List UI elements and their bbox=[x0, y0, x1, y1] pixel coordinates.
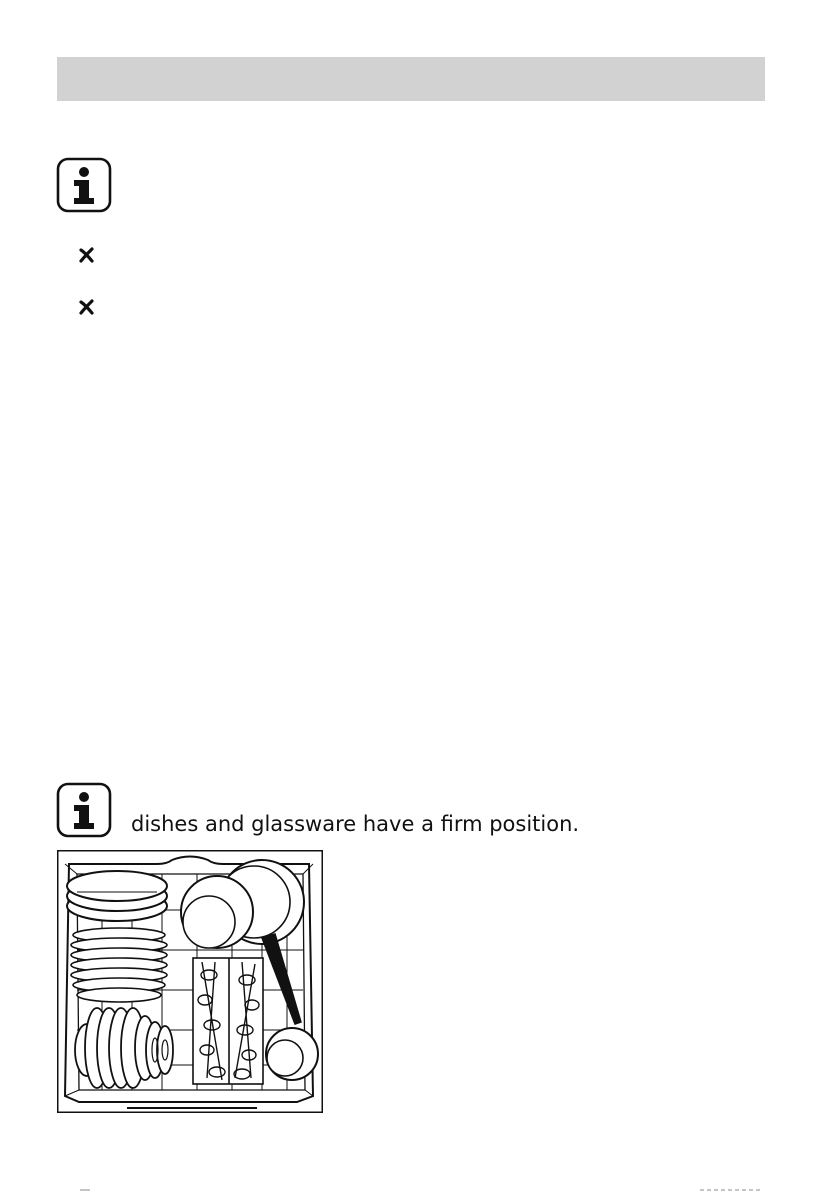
cross-bullet-icon bbox=[78, 246, 96, 264]
footer-edge-marks bbox=[0, 1188, 840, 1192]
info-icon bbox=[56, 157, 112, 213]
cross-bullet-icon bbox=[78, 298, 96, 316]
dishwasher-basket-illustration bbox=[57, 850, 323, 1113]
info-icon bbox=[56, 782, 112, 838]
info-note-text: dishes and glassware have a firm position. bbox=[131, 812, 580, 836]
section-header-bar bbox=[57, 57, 765, 101]
